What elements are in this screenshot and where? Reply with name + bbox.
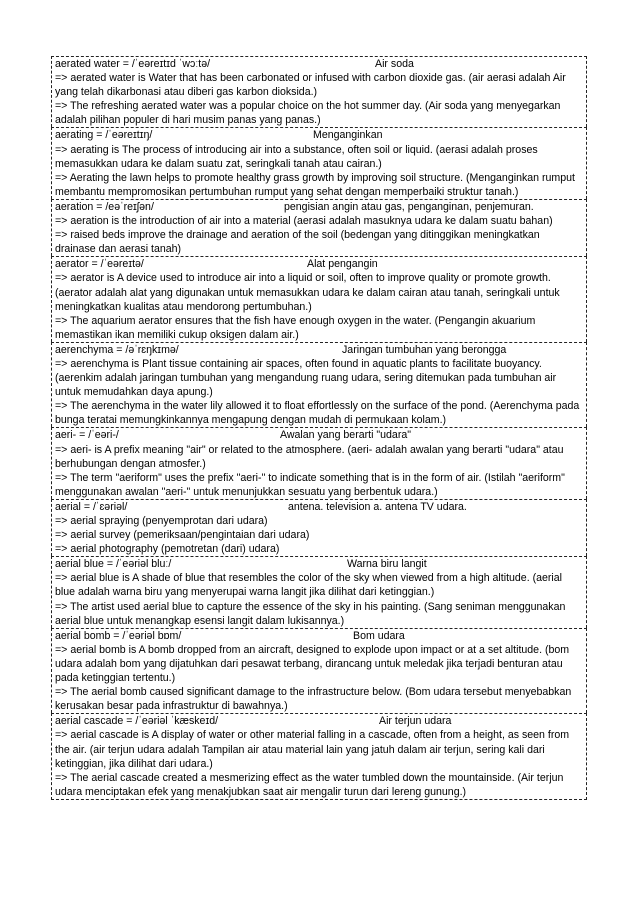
entry-translation: Air soda — [375, 58, 414, 70]
entry-aerial — [51, 499, 587, 556]
example-line: => The term "aeriform" uses the prefix "aeri-" to indicate something that is in the form of air. (Istilah "aeriform" menggunakan awalan "aeri-" untuk menunjukkan sesuatu yang berbentuk udara.) — [55, 471, 565, 498]
entry-translation: Awalan yang berarti "udara" — [280, 429, 411, 442]
dictionary-document — [51, 56, 587, 800]
entry-aerated-water — [51, 56, 587, 127]
definition-line: => aeri- is A prefix meaning "air" or related to the atmosphere. (aeri- adalah awalan yang berarti "udara" atau berhubungan dengan atmosfer.) — [55, 443, 564, 470]
entry-translation: Alat pengangin — [307, 258, 378, 271]
entry-header — [55, 557, 583, 571]
entry-header — [55, 343, 583, 357]
entry-translation: antena. television a. antena TV udara. — [288, 500, 467, 513]
definition-line: => aerating is The process of introducing air into a substance, often soil or liquid. (aerasi adalah proses memasukkan udara ke dalam suatu zat, seringkali tanah atau cairan.) — [55, 143, 538, 170]
entry-header — [55, 629, 583, 643]
usage-line: => aerial photography (pemotretan (dari) udara) — [55, 543, 280, 556]
entry-aerator — [51, 256, 587, 342]
definition-line: => aerial blue is A shade of blue that resembles the color of the sky when viewed from a high altitude. (aerial blue adalah warna biru yang menyerupai warna langit jika dilihat dari ketinggian.) — [55, 572, 563, 599]
entry-aerating — [51, 127, 587, 198]
entry-aerial-cascade — [51, 713, 587, 800]
entry-term: aerial bomb = /ˈeəriəl bɒm/ — [55, 629, 182, 642]
definition-line: => aerenchyma is Plant tissue containing air spaces, often found in aquatic plants to facilitate buoyancy. (aerenkim adalah jaringan tumbuhan yang mengandung ruang udara, sering ditemukan pada tumbuhan air untuk memudahkan daya apung.) — [55, 357, 557, 399]
entry-term: aerial cascade = /ˈeəriəl ˈkæskeɪd/ — [55, 715, 219, 728]
example-line: => The aerial bomb caused significant damage to the infrastructure below. (Bom udara tersebut menyebabkan kerusakan besar pada infrastruktur di bawahnya.) — [55, 686, 572, 713]
example-line: => Aerating the lawn helps to promote healthy grass growth by improving soil structure. (Menganginkan rumput membantu mempromosikan pertumbuhan rumput yang sehat dengan memperbaiki struktur tanah.) — [55, 171, 575, 198]
entry-aeri-prefix — [51, 427, 587, 498]
entry-term: aerating = /ˈeəreɪtɪŋ/ — [55, 129, 153, 142]
entry-translation: pengisian angin atau gas, penganginan, penjemuran. — [284, 200, 534, 213]
example-line: => The aerial cascade created a mesmerizing effect as the water tumbled down the mountainside. (Air terjun udara menciptakan efek yang menakjubkan saat air mengalir turun dari lereng gunung.) — [55, 771, 564, 798]
example-line: => The aerenchyma in the water lily allowed it to float effortlessly on the surface of the pond. (Aerenchyma pada bunga teratai memungkinkannya mengapung dengan mudah di permukaan kolam.) — [55, 400, 580, 427]
entry-header — [55, 428, 583, 442]
entry-translation: Menganginkan — [313, 129, 383, 142]
entry-translation: Jaringan tumbuhan yang berongga — [342, 343, 507, 356]
definition-line: => aerator is A device used to introduce air into a liquid or soil, often to improve quality or promote growth. (aerator adalah alat yang digunakan untuk memasukkan udara ke dalam cairan atau tanah, seringkali untuk meningkatkan kualitas atau mendorong pertumbuhan.) — [55, 272, 560, 313]
entry-header — [55, 714, 583, 728]
entry-term: aerial blue = /ˈeəriəl bluː/ — [55, 558, 172, 571]
entry-translation: Bom udara — [353, 629, 405, 642]
entry-header — [55, 500, 583, 514]
entry-header — [55, 57, 583, 71]
entry-header — [55, 128, 583, 142]
entry-term: aerial = /ˈɛəriəl/ — [55, 500, 128, 513]
entry-aerenchyma — [51, 342, 587, 428]
entry-aerial-bomb — [51, 628, 587, 714]
usage-line: => aerial survey (pemeriksaan/pengintaian dari udara) — [55, 529, 310, 542]
entry-translation: Warna biru langit — [347, 558, 427, 571]
entry-term: aeration = /eəˈreɪʃən/ — [55, 200, 154, 213]
entry-term: aerator = /ˈeəreɪtə/ — [55, 258, 144, 271]
usage-line: => aerial spraying (penyemprotan dari udara) — [55, 515, 268, 527]
example-line: => The artist used aerial blue to capture the essence of the sky in his painting. (Sang seniman menggunakan aerial blue untuk menangkap esensi langit dalam lukisannya.) — [55, 600, 566, 627]
definition-line: => aerated water is Water that has been carbonated or infused with carbon dioxide gas. (air aerasi adalah Air yang telah dikarbonasi atau diberi gas karbon dioksida.) — [55, 72, 566, 99]
definition-line: => aerial cascade is A display of water or other material falling in a cascade, often from a height, as seen from the air. (air terjun udara adalah Tampilan air atau material lain yang jatuh dalam air terjun, sering kali dari ketinggian, jika dilihat dari udara.) — [55, 729, 570, 770]
definition-line: => aerial bomb is A bomb dropped from an aircraft, designed to explode upon impact or at a set altitude. (bom udara adalah bom yang dijatuhkan dari pesawat terbang, dirancang untuk meledak jika terjadi benturan atau pada ketinggian tertentu.) — [55, 643, 570, 685]
example-line: => The refreshing aerated water was a popular choice on the hot summer day. (Air soda yang menyegarkan adalah pilihan populer di hari musim panas yang panas.) — [55, 100, 561, 127]
entry-term: aerated water = /ˈeəreɪtɪd ˈwɔːtə/ — [55, 58, 211, 70]
entry-header — [55, 200, 583, 214]
entry-aeration — [51, 199, 587, 256]
entry-translation: Air terjun udara — [379, 715, 452, 728]
entry-aerial-blue — [51, 556, 587, 627]
example-line: => raised beds improve the drainage and aeration of the soil (bedengan yang ditinggikan meningkatkan drainase dan aerasi tanah) — [55, 229, 540, 256]
definition-line: => aeration is the introduction of air into a material (aerasi adalah masuknya udara ke dalam suatu bahan) — [55, 215, 553, 228]
entry-term: aeri- = /ˈeəri-/ — [55, 429, 119, 442]
example-line: => The aquarium aerator ensures that the fish have enough oxygen in the water. (Pengangin akuarium memastikan ikan memiliki cukup oksigen dalam air.) — [55, 314, 536, 341]
entry-header — [55, 257, 583, 271]
entry-term: aerenchyma = /əˈrɛŋkɪmə/ — [55, 343, 179, 356]
